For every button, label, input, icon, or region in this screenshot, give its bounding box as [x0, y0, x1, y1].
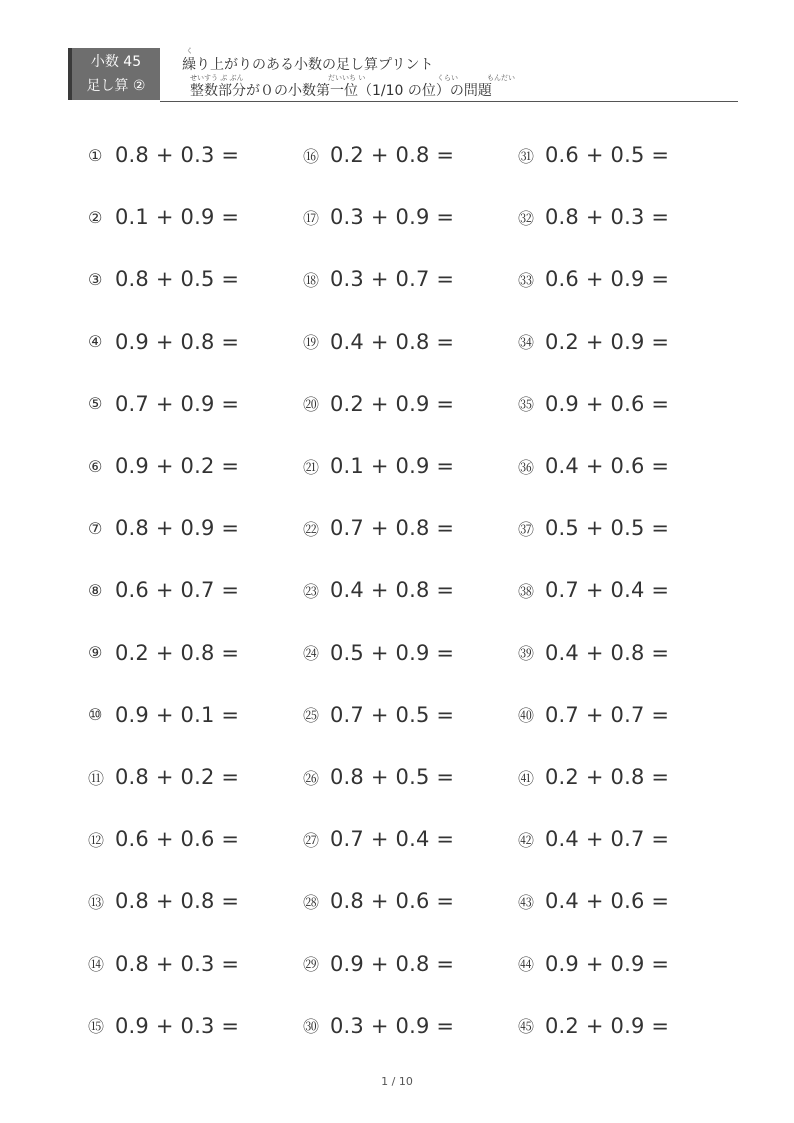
problem-expression: 0.8 + 0.5 = [115, 267, 240, 292]
problem-number: ㊵ [518, 706, 535, 726]
problem-expression: 0.6 + 0.7 = [115, 578, 240, 603]
problem-number: ㉝ [518, 270, 535, 290]
problem-number: ㉟ [518, 395, 535, 415]
page-number: 1 / 10 [381, 1075, 413, 1088]
problem-item [88, 322, 239, 362]
problem-expression: 0.1 + 0.9 = [115, 205, 240, 230]
problem-expression: 0.7 + 0.9 = [115, 391, 240, 416]
problem-item [518, 633, 669, 673]
problem-expression: 0.6 + 0.6 = [115, 827, 240, 852]
problem-item [88, 570, 239, 610]
problem-expression: 0.8 + 0.2 = [115, 765, 240, 789]
ruby-kuru: く [186, 47, 193, 55]
problem-number: ㉘ [303, 892, 320, 912]
problem-expression: 0.2 + 0.8 = [115, 640, 240, 665]
problem-expression: 0.8 + 0.3 = [545, 205, 670, 230]
problem-expression: 0.4 + 0.7 = [545, 827, 670, 852]
problem-expression: 0.7 + 0.7 = [545, 702, 670, 727]
problem-item [303, 384, 454, 424]
problem-number: ⑯ [303, 146, 320, 166]
problem-number: ㊱ [518, 457, 535, 477]
problem-item [303, 135, 454, 175]
problem-item [303, 508, 454, 548]
problem-item [518, 446, 669, 486]
problem-number: ⑤ [88, 394, 103, 414]
problem-number: ⑥ [88, 456, 103, 476]
problem-item [88, 944, 239, 984]
worksheet-subtitle: 整数部分が０の小数第一位（1/10 の位）の問題 [190, 83, 492, 99]
problem-number: ㊸ [518, 892, 535, 912]
problem-item [303, 1006, 454, 1046]
problem-item [88, 1006, 239, 1046]
problem-expression: 0.4 + 0.8 = [545, 640, 670, 665]
problem-item [518, 197, 669, 237]
problem-item [518, 259, 669, 299]
problem-item [303, 633, 454, 673]
ruby-daiichi-i: だいいち い [328, 74, 366, 82]
problem-item [303, 881, 454, 921]
problem-item [303, 259, 454, 299]
problem-number: ⑩ [88, 705, 103, 725]
problem-number: ⑦ [88, 518, 103, 538]
problem-expression: 0.3 + 0.9 = [330, 205, 455, 230]
ruby-seisuu-bubun: せいすう ぶ ぶん [190, 74, 244, 82]
problem-item [518, 757, 669, 797]
problem-number: ⑱ [303, 270, 320, 290]
problem-item [303, 197, 454, 237]
problem-number: ㊲ [518, 519, 535, 539]
problem-number: ㉕ [303, 706, 320, 726]
problem-item [303, 944, 454, 984]
badge-unit-label: 小数 45 [90, 54, 142, 70]
problem-item [88, 384, 239, 424]
problem-item [303, 570, 454, 610]
problem-item [518, 570, 669, 610]
problem-number: ㉒ [303, 519, 320, 539]
problem-item [88, 508, 239, 548]
problem-item [303, 695, 454, 735]
problem-number: ㉔ [303, 644, 320, 664]
problem-expression: 0.7 + 0.8 = [330, 516, 455, 541]
problem-number: ㉓ [303, 581, 320, 601]
problem-number: ② [88, 207, 103, 227]
problem-item [518, 695, 669, 735]
problem-item [88, 633, 239, 673]
problem-expression: 0.9 + 0.8 = [115, 329, 240, 354]
worksheet-title: 繰り上がりのある小数の足し算プリント [182, 57, 434, 73]
problem-expression: 0.3 + 0.9 = [330, 1013, 455, 1038]
problem-item [303, 819, 454, 859]
problem-number: ㊴ [518, 644, 535, 664]
problem-number: ⑧ [88, 580, 103, 600]
problem-item [88, 881, 239, 921]
problem-number: ⑲ [303, 333, 320, 353]
problem-number: ㉖ [303, 768, 320, 788]
problem-expression: 0.5 + 0.5 = [545, 516, 670, 541]
problem-item [88, 197, 239, 237]
problem-number: ㉙ [303, 955, 320, 975]
problem-expression: 0.2 + 0.9 = [545, 1013, 670, 1038]
problem-expression: 0.5 + 0.9 = [330, 640, 455, 665]
problem-number: ① [88, 145, 103, 165]
ruby-kurai: くらい [437, 74, 458, 82]
problem-expression: 0.8 + 0.5 = [330, 765, 455, 789]
problem-item [518, 322, 669, 362]
problem-expression: 0.9 + 0.1 = [115, 702, 240, 727]
problem-expression: 0.4 + 0.6 = [545, 454, 670, 478]
problem-expression: 0.4 + 0.6 = [545, 889, 670, 914]
problem-expression: 0.4 + 0.8 = [330, 329, 455, 354]
problem-number: ㉗ [303, 830, 320, 850]
problem-item [518, 944, 669, 984]
problem-item [88, 757, 239, 797]
problem-item [303, 322, 454, 362]
badge-topic-label: 足し算 ② [86, 78, 146, 94]
problem-number: ㉑ [303, 457, 320, 477]
problem-expression: 0.8 + 0.6 = [330, 889, 455, 914]
problem-item [518, 384, 669, 424]
ruby-mondai: もんだい [487, 74, 515, 82]
problem-number: ㉛ [518, 146, 535, 166]
problem-expression: 0.2 + 0.8 = [330, 143, 455, 167]
problem-number: ⑬ [88, 892, 105, 912]
problem-number: ㉜ [518, 208, 535, 228]
problem-expression: 0.2 + 0.8 = [545, 765, 670, 789]
problem-expression: 0.2 + 0.9 = [330, 391, 455, 416]
problem-item [88, 259, 239, 299]
problem-expression: 0.9 + 0.2 = [115, 454, 240, 478]
problem-expression: 0.7 + 0.4 = [330, 827, 455, 852]
problem-number: ㊶ [518, 768, 535, 788]
problem-number: ⑰ [303, 208, 320, 228]
problem-number: ⑪ [88, 768, 105, 788]
problem-item [518, 508, 669, 548]
problem-expression: 0.8 + 0.3 = [115, 951, 240, 976]
problem-expression: 0.7 + 0.5 = [330, 702, 455, 727]
problem-item [518, 819, 669, 859]
problem-expression: 0.3 + 0.7 = [330, 267, 455, 292]
problem-number: ⑮ [88, 1017, 105, 1037]
problem-expression: 0.6 + 0.5 = [545, 143, 670, 167]
problem-expression: 0.1 + 0.9 = [330, 454, 455, 478]
problem-item [88, 695, 239, 735]
problem-number: ⑨ [88, 643, 103, 663]
problem-number: ㉞ [518, 333, 535, 353]
problem-number: ㉚ [303, 1017, 320, 1037]
problem-item [518, 1006, 669, 1046]
problem-expression: 0.4 + 0.8 = [330, 578, 455, 603]
problem-item [88, 135, 239, 175]
problem-expression: 0.8 + 0.8 = [115, 889, 240, 914]
problem-expression: 0.9 + 0.6 = [545, 391, 670, 416]
problem-number: ㊹ [518, 955, 535, 975]
problem-item [88, 446, 239, 486]
problem-expression: 0.6 + 0.9 = [545, 267, 670, 292]
problem-number: ③ [88, 269, 103, 289]
problem-expression: 0.2 + 0.9 = [545, 329, 670, 354]
problem-number: ⑫ [88, 830, 105, 850]
problem-expression: 0.9 + 0.3 = [115, 1013, 240, 1038]
problem-item [518, 135, 669, 175]
problem-expression: 0.9 + 0.8 = [330, 951, 455, 976]
problem-expression: 0.9 + 0.9 = [545, 951, 670, 976]
problem-expression: 0.8 + 0.3 = [115, 143, 240, 167]
problem-expression: 0.7 + 0.4 = [545, 578, 670, 603]
problem-item [303, 446, 454, 486]
problem-number: ㊷ [518, 830, 535, 850]
problem-item [88, 819, 239, 859]
problem-item [303, 757, 454, 797]
problem-number: ㊳ [518, 581, 535, 601]
problem-expression: 0.8 + 0.9 = [115, 516, 240, 541]
problem-number: ④ [88, 332, 103, 352]
problem-number: ⑭ [88, 955, 105, 975]
problem-number: ⑳ [303, 395, 320, 415]
problem-number: ㊺ [518, 1017, 535, 1037]
problem-item [518, 881, 669, 921]
